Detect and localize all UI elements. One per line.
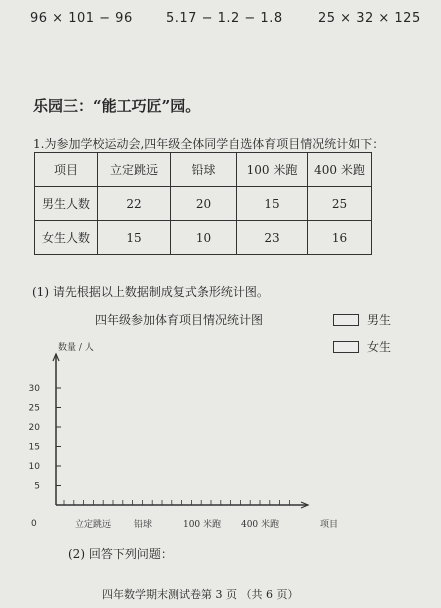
page-footer: 四年数学期末测试卷第 3 页 （共 6 页） [102,588,299,601]
table-cell: 男生人数 [35,187,98,221]
y-tick-label: 5 [34,481,40,492]
y-tick-label: 15 [28,442,40,453]
legend-label-girls: 女生 [367,340,392,354]
table-cell: 23 [237,221,308,255]
table-header-cell: 400 米跑 [308,153,372,187]
table-header-cell: 100 米跑 [237,153,308,187]
question-text: 1.为参加学校运动会,四年级全体同学自选体育项目情况统计如下： [33,137,385,151]
y-tick-label: 30 [28,384,40,394]
x-category-label: 100 米跑 [182,520,222,530]
chart-title: 四年级参加体育项目情况统计图 [95,313,264,327]
x-axis-label: 项目 [320,520,339,530]
legend-label-boys: 男生 [367,313,392,327]
origin-label: 0 [31,519,37,529]
y-tick-label: 20 [28,423,40,433]
expression-1: 96 × 101 − 96 [30,11,133,26]
table-cell: 16 [308,221,372,255]
table-header-cell: 项目 [35,153,98,187]
table-cell: 10 [171,221,237,255]
y-tick-label: 25 [28,403,40,414]
table-cell: 25 [308,187,372,221]
table-cell: 女生人数 [35,221,98,255]
subquestion-2: (2) 回答下列问题： [68,547,173,561]
y-tick-label: 10 [28,462,40,472]
table-cell: 15 [237,187,308,221]
x-category-label: 铅球 [133,520,153,530]
table-cell: 15 [98,221,171,255]
expression-2: 5.17 − 1.2 − 1.8 [166,11,283,26]
expression-3: 25 × 32 × 125 [318,11,421,26]
x-category-label: 400 米跑 [240,520,280,530]
x-category-label: 立定跳远 [74,520,112,530]
table-header-cell: 铅球 [171,153,237,187]
table-cell: 22 [98,187,171,221]
y-axis-label: 数量 / 人 [58,343,94,353]
section-title: 乐园三：“能工巧匠”园。 [33,97,201,115]
subquestion-1: (1) 请先根据以上数据制成复式条形统计图。 [32,285,269,299]
table-cell: 20 [171,187,237,221]
table-header-cell: 立定跳远 [98,153,171,187]
